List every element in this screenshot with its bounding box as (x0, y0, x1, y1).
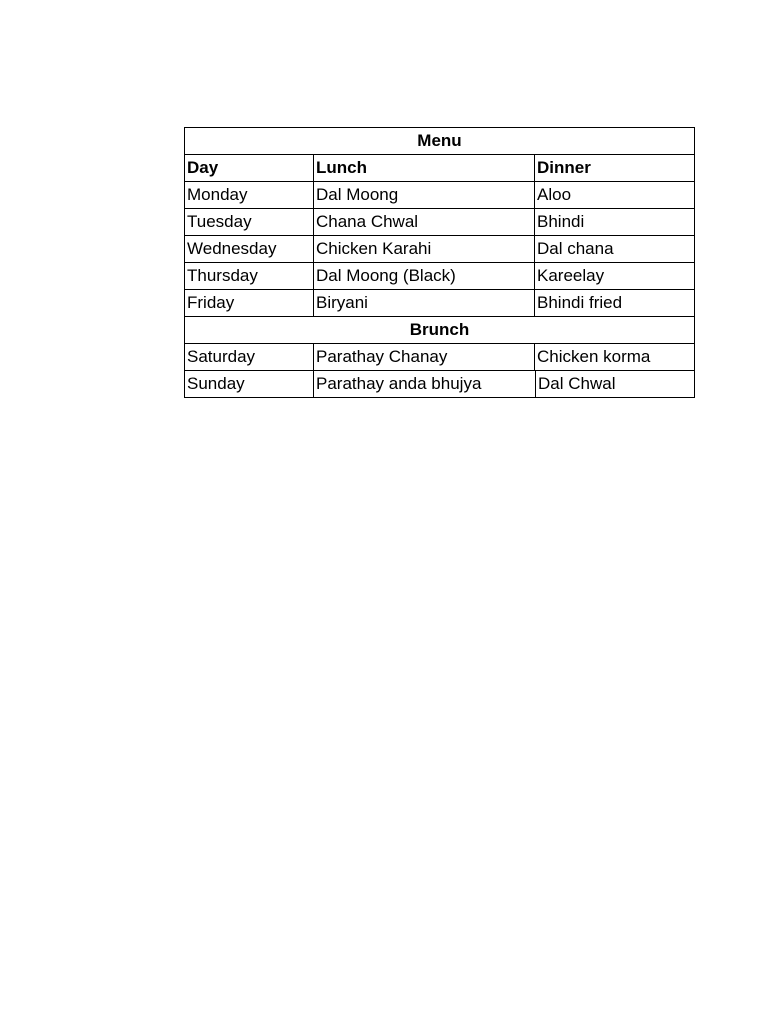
lunch-cell: Dal Moong (Black) (314, 263, 535, 290)
lunch-cell: Biryani (314, 290, 535, 317)
header-day: Day (184, 155, 314, 182)
table-row (184, 290, 695, 317)
table-title: Menu (184, 127, 695, 155)
header-dinner: Dinner (535, 155, 695, 182)
day-cell: Wednesday (184, 236, 314, 263)
menu-table (184, 127, 695, 398)
brunch-section-row (184, 317, 695, 344)
brunch-label: Brunch (184, 317, 695, 344)
lunch-cell: Parathay anda bhujya (314, 371, 535, 398)
table-row (184, 263, 695, 290)
dinner-cell: Bhindi fried (535, 290, 695, 317)
lunch-cell: Chicken Karahi (314, 236, 535, 263)
table-row (184, 236, 695, 263)
day-cell: Tuesday (184, 209, 314, 236)
dinner-cell: Bhindi (535, 209, 695, 236)
day-cell: Friday (184, 290, 314, 317)
dinner-cell: Aloo (535, 182, 695, 209)
day-cell: Thursday (184, 263, 314, 290)
table-header-row (184, 155, 695, 182)
day-cell: Monday (184, 182, 314, 209)
day-cell: Sunday (184, 371, 314, 398)
table-row (184, 344, 695, 371)
lunch-cell: Chana Chwal (314, 209, 535, 236)
dinner-cell: Dal chana (535, 236, 695, 263)
table-title-row (184, 127, 695, 155)
header-lunch: Lunch (314, 155, 535, 182)
day-cell: Saturday (184, 344, 314, 371)
lunch-cell: Dal Moong (314, 182, 535, 209)
dinner-cell: Dal Chwal (535, 371, 695, 398)
dinner-cell: Chicken korma (535, 344, 695, 371)
table-row (184, 371, 695, 398)
dinner-cell: Kareelay (535, 263, 695, 290)
lunch-cell: Parathay Chanay (314, 344, 535, 371)
table-row (184, 182, 695, 209)
table-row (184, 209, 695, 236)
